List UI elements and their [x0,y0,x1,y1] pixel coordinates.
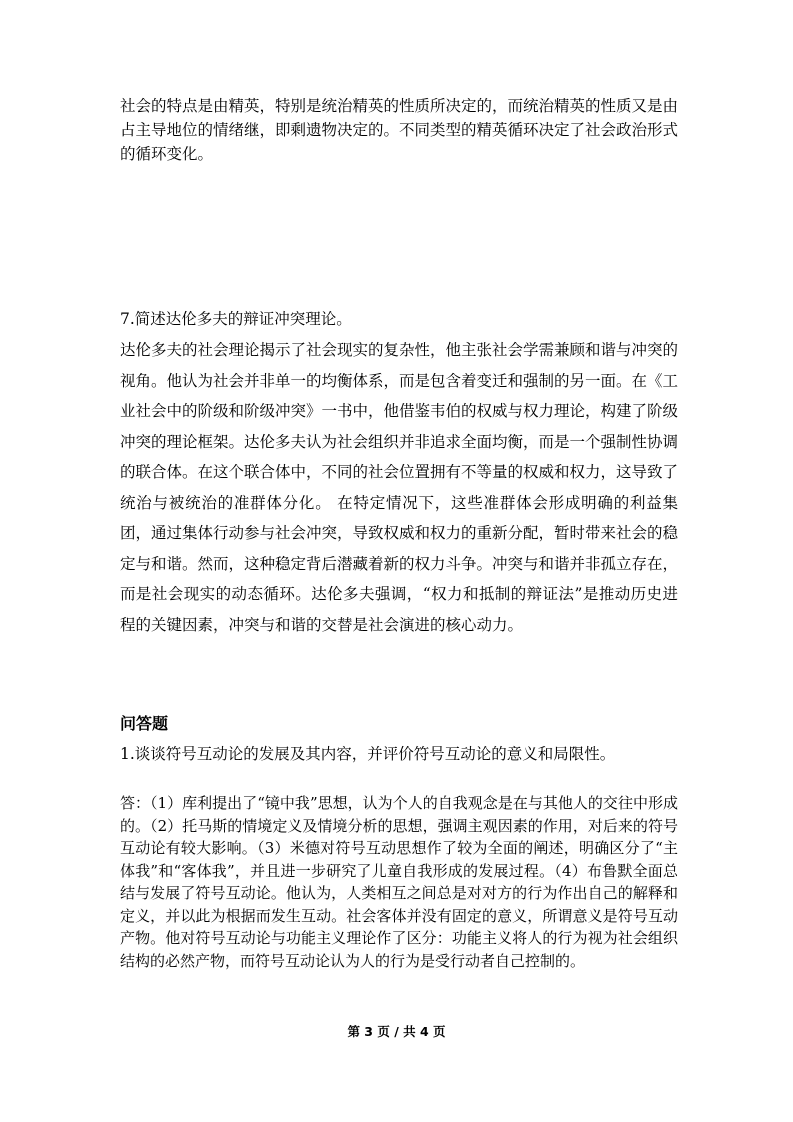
question-1-answer: 答：（1）库利提出了“镜中我”思想，认为个人的自我观念是在与其他人的交往中形成的。（2）托马斯的情境定义及情境分析的思想，强调主观因素的作用，对后来的符号互动论有较大影响。（3）米德对符号互动思想作了较为全面的阐述，明确区分了“主体我”和“客体我”，并且进一步研究了儿童自我形成的发展过程。（4）布鲁默全面总结与发展了符号互动论。他认为，人类相互之间总是对对方的行为作出自己的解释和定义，并以此为根据而发生互动。社会客体并没有固定的意义，所谓意义是符号互动产物。他对符号互动论与功能主义理论作了区分：功能主义将人的行为视为社会组织结构的必然产物，而符号互动论认为人的行为是受行动者自己控制的。 [120,794,678,970]
question-1-title: 1.谈谈符号互动论的发展及其内容，并评价符号互动论的意义和局限性。 [120,745,616,763]
section-heading: 问答题 [120,714,169,733]
question-7-title: 7.简述达伦多夫的辩证冲突理论。 [120,310,352,328]
intro-paragraph: 社会的特点是由精英，特别是统治精英的性质所决定的，而统治精英的性质又是由占主导地位的情绪继，即剩遗物决定的。不同类型的精英循环决定了社会政治形式的循环变化。 [120,97,679,163]
page-number-footer: 第 3 页 / 共 4 页 [347,1024,446,1039]
question-7-answer: 达伦多夫的社会理论揭示了社会现实的复杂性，他主张社会学需兼顾和谐与冲突的视角。他认为社会并非单一的均衡体系，而是包含着变迁和强制的另一面。在《工业社会中的阶级和阶级冲突》一书中，他借鉴韦伯的权威与权力理论，构建了阶级冲突的理论框架。达伦多夫认为社会组织并非追求全面均衡，而是一个强制性协调的联合体。在这个联合体中，不同的社会位置拥有不等量的权威和权力，这导致了统治与被统治的准群体分化。 在特定情况下，这些准群体会形成明确的利益集团，通过集体行动参与社会冲突，导致权威和权力的重新分配，暂时带来社会的稳定与和谐。然而，这种稳定背后潜藏着新的权力斗争。冲突与和谐并非孤立存在，而是社会现实的动态循环。达伦多夫强调，“权力和抵制的辩证法”是推动历史进程的关键因素，冲突与和谐的交替是社会演进的核心动力。 [120,341,679,634]
